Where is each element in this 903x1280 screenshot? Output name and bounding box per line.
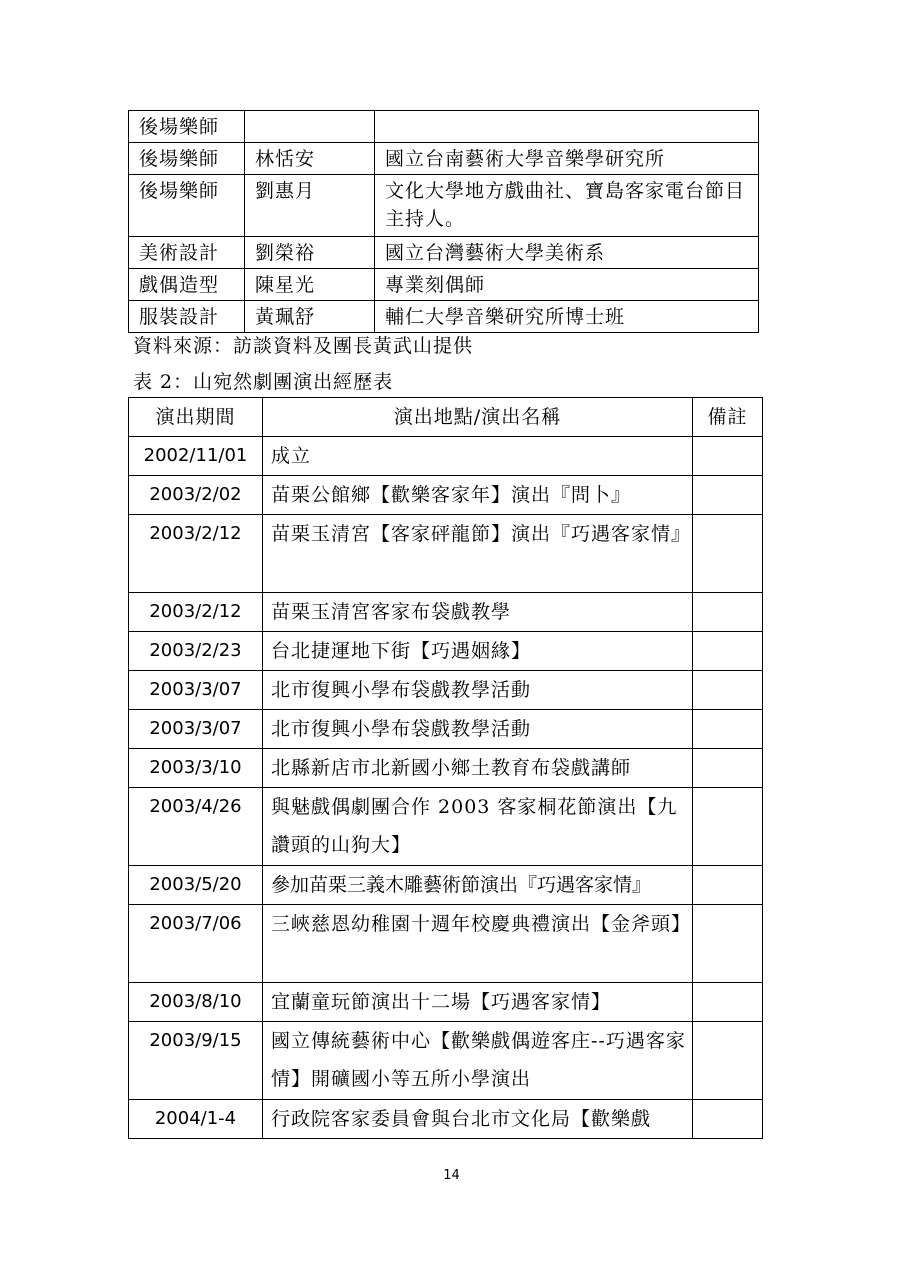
staff-role: 後場樂師 bbox=[129, 143, 245, 175]
staff-background: 國立台灣藝術大學美術系 bbox=[375, 237, 759, 269]
staff-background: 專業刻偶師 bbox=[375, 269, 759, 301]
page-number: 14 bbox=[443, 1168, 460, 1183]
event-name: 北市復興小學布袋戲教學活動 bbox=[263, 671, 693, 710]
table-row bbox=[129, 111, 759, 143]
table-row bbox=[129, 593, 763, 632]
table-row bbox=[129, 1022, 763, 1100]
event-date: 2003/4/26 bbox=[129, 788, 263, 866]
source-note: 資料來源：訪談資料及團長黃武山提供 bbox=[133, 335, 474, 357]
table-row bbox=[129, 788, 763, 866]
table-row bbox=[129, 905, 763, 983]
staff-name: 陳星光 bbox=[245, 269, 375, 301]
staff-role: 服裝設計 bbox=[129, 301, 245, 333]
table-row bbox=[129, 515, 763, 593]
event-note bbox=[693, 476, 763, 515]
staff-background: 國立台南藝術大學音樂學研究所 bbox=[375, 143, 759, 175]
table-row bbox=[129, 632, 763, 671]
event-date: 2003/2/12 bbox=[129, 515, 263, 593]
table-row bbox=[129, 269, 759, 301]
staff-table bbox=[128, 110, 759, 333]
event-name: 苗栗玉清宮客家布袋戲教學 bbox=[263, 593, 693, 632]
event-note bbox=[693, 866, 763, 905]
event-date: 2003/2/02 bbox=[129, 476, 263, 515]
event-name: 苗栗公館鄉【歡樂客家年】演出『問卜』 bbox=[263, 476, 693, 515]
event-name: 參加苗栗三義木雕藝術節演出『巧遇客家情』 bbox=[263, 866, 693, 905]
event-note bbox=[693, 671, 763, 710]
event-name: 成立 bbox=[263, 437, 693, 476]
performance-table bbox=[128, 397, 763, 1139]
event-note bbox=[693, 905, 763, 983]
event-name: 北市復興小學布袋戲教學活動 bbox=[263, 710, 693, 749]
table-row bbox=[129, 437, 763, 476]
event-date: 2004/1-4 bbox=[129, 1100, 263, 1139]
table-row bbox=[129, 866, 763, 905]
staff-role: 美術設計 bbox=[129, 237, 245, 269]
header-venue: 演出地點/演出名稱 bbox=[263, 398, 693, 437]
event-date: 2003/3/10 bbox=[129, 749, 263, 788]
event-name: 國立傳統藝術中心【歡樂戲偶遊客庄--巧遇客家情】開礦國小等五所小學演出 bbox=[263, 1022, 693, 1100]
staff-name: 林恬安 bbox=[245, 143, 375, 175]
table-row bbox=[129, 749, 763, 788]
event-name: 三峽慈恩幼稚園十週年校慶典禮演出【金斧頭】 bbox=[263, 905, 693, 983]
table-row bbox=[129, 983, 763, 1022]
event-name: 與魅戲偶劇團合作 2003 客家桐花節演出【九讚頭的山狗大】 bbox=[263, 788, 693, 866]
staff-name bbox=[245, 111, 375, 143]
staff-background: 文化大學地方戲曲社、寶島客家電台節目主持人。 bbox=[375, 175, 759, 237]
event-note bbox=[693, 632, 763, 671]
table-caption: 表 2：山宛然劇團演出經歷表 bbox=[133, 371, 394, 393]
staff-name: 黃珮舒 bbox=[245, 301, 375, 333]
staff-background bbox=[375, 111, 759, 143]
event-note bbox=[693, 593, 763, 632]
staff-name: 劉榮裕 bbox=[245, 237, 375, 269]
table-row bbox=[129, 143, 759, 175]
table-row bbox=[129, 1100, 763, 1139]
staff-name: 劉惠月 bbox=[245, 175, 375, 237]
table-header-row bbox=[129, 398, 763, 437]
event-date: 2002/11/01 bbox=[129, 437, 263, 476]
event-note bbox=[693, 749, 763, 788]
table-row bbox=[129, 175, 759, 237]
event-name: 台北捷運地下街【巧遇姻緣】 bbox=[263, 632, 693, 671]
event-date: 2003/2/23 bbox=[129, 632, 263, 671]
event-note bbox=[693, 788, 763, 866]
table-row bbox=[129, 476, 763, 515]
table-row bbox=[129, 710, 763, 749]
event-note bbox=[693, 437, 763, 476]
event-name: 宜蘭童玩節演出十二場【巧遇客家情】 bbox=[263, 983, 693, 1022]
table-row bbox=[129, 301, 759, 333]
header-note: 備註 bbox=[693, 398, 763, 437]
staff-background: 輔仁大學音樂研究所博士班 bbox=[375, 301, 759, 333]
event-date: 2003/3/07 bbox=[129, 671, 263, 710]
staff-role: 戲偶造型 bbox=[129, 269, 245, 301]
staff-role: 後場樂師 bbox=[129, 111, 245, 143]
event-date: 2003/8/10 bbox=[129, 983, 263, 1022]
event-date: 2003/7/06 bbox=[129, 905, 263, 983]
table-row bbox=[129, 671, 763, 710]
event-date: 2003/2/12 bbox=[129, 593, 263, 632]
event-date: 2003/3/07 bbox=[129, 710, 263, 749]
event-name: 行政院客家委員會與台北市文化局【歡樂戲 bbox=[263, 1100, 693, 1139]
event-name: 苗栗玉清宮【客家砰龍節】演出『巧遇客家情』 bbox=[263, 515, 693, 593]
event-note bbox=[693, 710, 763, 749]
event-name: 北縣新店市北新國小鄉土教育布袋戲講師 bbox=[263, 749, 693, 788]
staff-role: 後場樂師 bbox=[129, 175, 245, 237]
event-note bbox=[693, 515, 763, 593]
event-date: 2003/9/15 bbox=[129, 1022, 263, 1100]
event-note bbox=[693, 1100, 763, 1139]
event-note bbox=[693, 983, 763, 1022]
event-date: 2003/5/20 bbox=[129, 866, 263, 905]
event-note bbox=[693, 1022, 763, 1100]
header-period: 演出期間 bbox=[129, 398, 263, 437]
table-row bbox=[129, 237, 759, 269]
